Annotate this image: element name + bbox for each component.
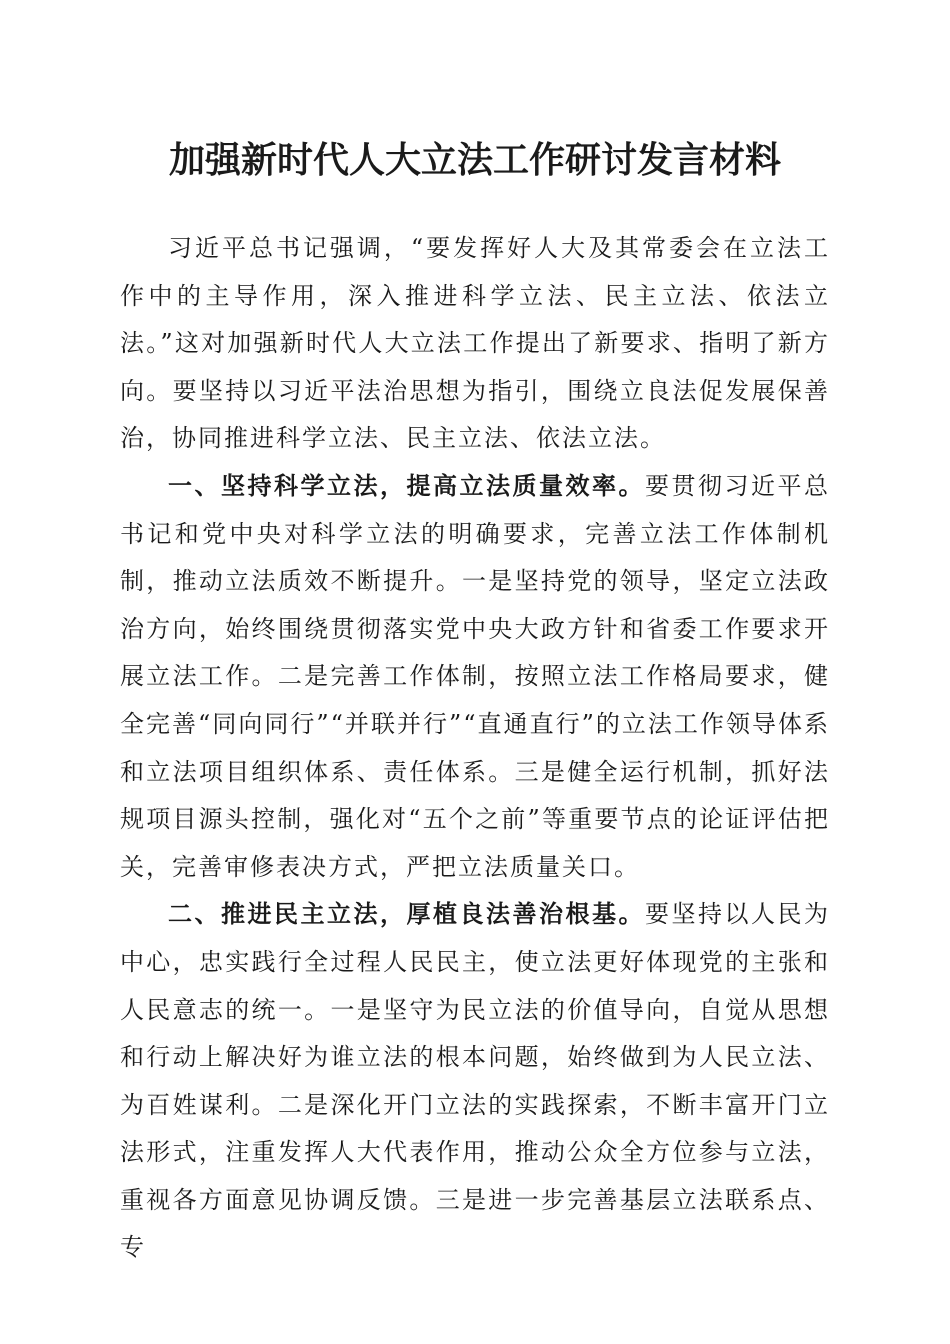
section-one-paragraph <box>120 463 830 891</box>
section-two-paragraph <box>120 891 830 1272</box>
section-one-heading: 一、坚持科学立法，提高立法质量效率。 <box>168 471 645 500</box>
intro-paragraph <box>120 225 830 463</box>
section-two-heading: 二、推进民主立法，厚植良法善治根基。 <box>168 900 645 929</box>
section-two-text: 要坚持以人民为中心，忠实践行全过程人民民主，使立法更好体现党的主张和人民意志的统一。一是坚守为民立法的价值导向，自觉从思想和行动上解决好为谁立法的根本问题，始终做到为人民立法、为百姓谋利。二是深化开门立法的实践探索，不断丰富开门立法形式，注重发挥人大代表作用，推动公众全方位参与立法，重视各方面意见协调反馈。三是进一步完善基层立法联系点、专 <box>120 900 830 1262</box>
intro-paragraph-text: 习近平总书记强调，“要发挥好人大及其常委会在立法工作中的主导作用，深入推进科学立法、民主立法、依法立法。”这对加强新时代人大立法工作提出了新要求、指明了新方向。要坚持以习近平法治思想为指引，围绕立良法促发展保善治，协同推进科学立法、民主立法、依法立法。 <box>120 234 830 453</box>
document-title: 加强新时代人大立法工作研讨发言材料 <box>168 139 781 181</box>
section-one-text: 要贯彻习近平总书记和党中央对科学立法的明确要求，完善立法工作体制机制，推动立法质效不断提升。一是坚持党的领导，坚定立法政治方向，始终围绕贯彻落实党中央大政方针和省委工作要求开展立法工作。二是完善工作体制，按照立法工作格局要求，健全完善“同向同行”“并联并行”“直通直行”的立法工作领导体系和立法项目组织体系、责任体系。三是健全运行机制，抓好法规项目源头控制，强化对“五个之前”等重要节点的论证评估把关，完善审修表决方式，严把立法质量关口。 <box>120 471 830 881</box>
document-body <box>120 225 830 1272</box>
